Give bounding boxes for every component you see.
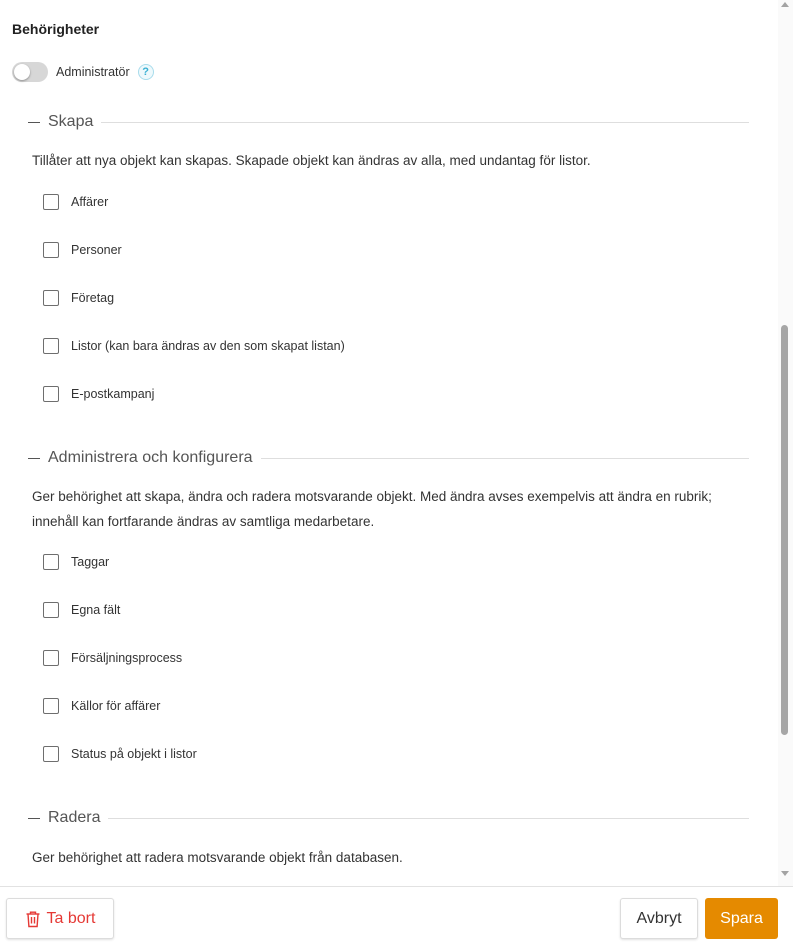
section-divider bbox=[261, 458, 749, 459]
checkbox[interactable] bbox=[43, 338, 59, 354]
section-admin-title: Administrera och konfigurera bbox=[48, 449, 253, 466]
checkbox-row-foretag[interactable] bbox=[43, 289, 114, 307]
section-create-header bbox=[28, 112, 749, 132]
trash-icon bbox=[25, 910, 41, 928]
checkbox[interactable] bbox=[43, 746, 59, 762]
checkbox-row-affarer[interactable] bbox=[43, 193, 108, 211]
administrator-row bbox=[12, 61, 154, 83]
section-delete-header bbox=[28, 808, 749, 828]
section-create-title: Skapa bbox=[48, 113, 94, 130]
checkbox-label: Egna fält bbox=[71, 603, 121, 617]
checkbox-label: Företag bbox=[71, 291, 115, 305]
checkbox-row-personer[interactable] bbox=[43, 241, 122, 259]
delete-button-label: Ta bort bbox=[46, 909, 96, 927]
checkbox-row-taggar[interactable] bbox=[43, 553, 109, 571]
checkbox-label: E-postkampanj bbox=[71, 387, 155, 401]
section-admin-description: Ger behörighet att skapa, ändra och radera motsvarande objekt. Med ändra avses exempelvis att ändra en rubrik; innehåll kan fortfarande ändras av samtliga medarbetare. bbox=[32, 489, 712, 529]
section-delete-title: Radera bbox=[48, 809, 101, 826]
scroll-down-arrow-icon[interactable] bbox=[781, 871, 789, 876]
checkbox-label: Källor för affärer bbox=[71, 699, 161, 713]
checkbox[interactable] bbox=[43, 602, 59, 618]
checkbox[interactable] bbox=[43, 194, 59, 210]
save-button[interactable]: Spara bbox=[705, 898, 778, 939]
checkbox-row-epostkampanj[interactable] bbox=[43, 385, 154, 403]
checkbox[interactable] bbox=[43, 242, 59, 258]
checkbox-label: Listor (kan bara ändras av den som skapat listan) bbox=[71, 339, 345, 353]
checkbox-label: Försäljningsprocess bbox=[71, 651, 183, 665]
checkbox-row-egna-falt[interactable] bbox=[43, 601, 120, 619]
checkbox-row-status[interactable] bbox=[43, 745, 197, 763]
checkbox-row-forsaljningsprocess[interactable] bbox=[43, 649, 182, 667]
section-divider bbox=[108, 818, 749, 819]
administrator-toggle[interactable] bbox=[12, 62, 48, 82]
delete-button[interactable] bbox=[6, 898, 114, 939]
toggle-knob bbox=[14, 64, 30, 80]
checkbox-row-listor[interactable] bbox=[43, 337, 345, 355]
scrollbar-thumb[interactable] bbox=[781, 325, 788, 735]
section-admin-header bbox=[28, 448, 749, 468]
checkbox[interactable] bbox=[43, 386, 59, 402]
scroll-up-arrow-icon[interactable] bbox=[781, 2, 789, 7]
checkbox-label: Personer bbox=[71, 243, 122, 257]
checkbox[interactable] bbox=[43, 554, 59, 570]
section-divider bbox=[101, 122, 749, 123]
section-create-description: Tillåter att nya objekt kan skapas. Skapade objekt kan ändras av alla, med undantag för listor. bbox=[32, 153, 591, 168]
collapse-dash-icon[interactable] bbox=[28, 122, 40, 123]
collapse-dash-icon[interactable] bbox=[28, 458, 40, 459]
checkbox[interactable] bbox=[43, 698, 59, 714]
cancel-button[interactable]: Avbryt bbox=[620, 898, 698, 939]
checkbox[interactable] bbox=[43, 650, 59, 666]
checkbox-label: Taggar bbox=[71, 555, 110, 569]
collapse-dash-icon[interactable] bbox=[28, 818, 40, 819]
checkbox-row-kallor[interactable] bbox=[43, 697, 160, 715]
vertical-scrollbar[interactable] bbox=[778, 0, 793, 886]
checkbox[interactable] bbox=[43, 290, 59, 306]
help-icon[interactable]: ? bbox=[138, 64, 154, 80]
section-delete-description: Ger behörighet att radera motsvarande objekt från databasen. bbox=[32, 850, 403, 865]
permissions-title: Behörigheter bbox=[12, 21, 100, 37]
checkbox-label: Affärer bbox=[71, 195, 109, 209]
checkbox-label: Status på objekt i listor bbox=[71, 747, 197, 761]
footer-bar bbox=[0, 886, 793, 942]
administrator-label: Administratör bbox=[56, 65, 130, 79]
